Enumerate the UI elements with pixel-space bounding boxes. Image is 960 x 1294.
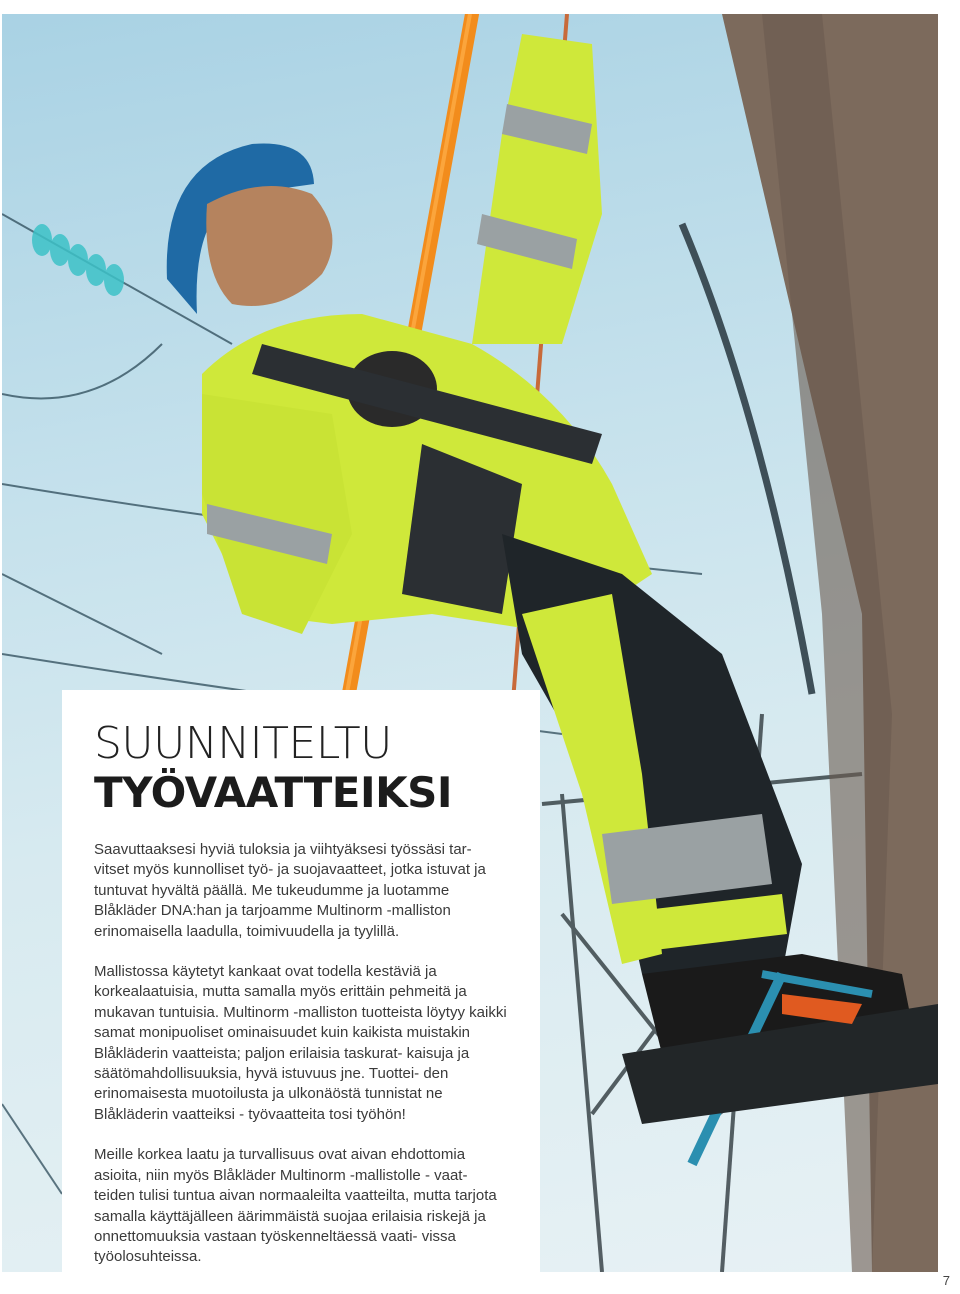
paragraph-fabrics: Mallistossa käytetyt kankaat ovat todella kestäviä ja korkealaatuisia, mutta samalla myös erittäin pehmeitä ja mukavan tuntuisia. Multinorm -malliston tuotteista löytyy kaikki samat monipuoliset ominaisuudet kuin kaikista muistakin Blåkläderin vaatteista; paljon erilaisia taskurat- kaisuja ja säätömahdollisuuksia, hyvä istuvuus jne. Tuottei- den erinomaisesta muotoilusta ja ulkonäöstä tunnistat ne Blåkläderin vaatteiksi - työvaatteita tosi työhön!	[94, 963, 507, 1123]
heading-line-1: SUUNNITELTU	[94, 718, 392, 769]
paragraph-intro: Saavuttaaksesi hyviä tuloksia ja viihtyäksesi työssäsi tar- vitset myös kunnolliset työ- ja suojavaatteet, jotka istuvat ja tuntuvat hyvältä päällä. Me tukeudumme ja luotamme Blåkläder DNA:han ja tarjoamme Multinorm -malliston erinomaisella laadulla, toimivuudella ja tyylillä.	[94, 841, 486, 940]
paragraph-safety: Meille korkea laatu ja turvallisuus ovat aivan ehdottomia asioita, niin myös Blåkläder Multinorm -mallistolle - vaat- teiden tulisi tuntua aivan normaaleilta vaatteilta, mutta tarjota samalla käyttäjälleen äärimmäistä suojaa erilaisia riskejä ja onnettomuuksia vastaan työskenneltäessä vaati- vissa työolosuhteissa.	[94, 1146, 497, 1266]
heading-line-2: TYÖVAATTEIKSI	[94, 768, 453, 817]
text-panel	[62, 690, 540, 1272]
page-number: 7	[942, 1273, 950, 1288]
